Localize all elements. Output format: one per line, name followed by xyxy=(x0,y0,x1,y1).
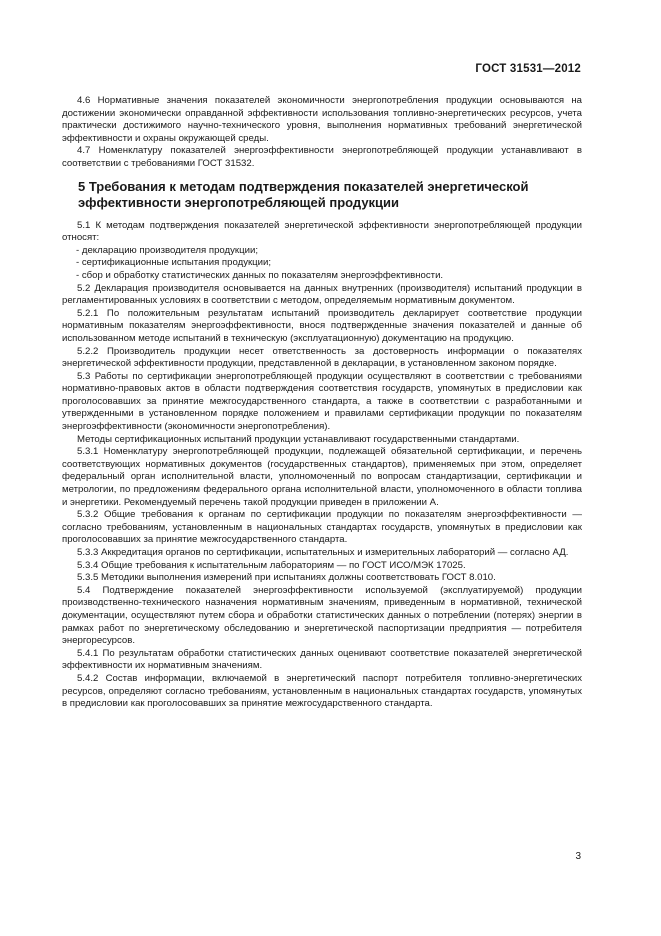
paragraph-5-2: 5.2 Декларация производителя основывается на данных внутренних (производителя) испытаний продукции в регламентированных условиях в соответствии с методом, определяемым нормативным документом. xyxy=(62,282,582,307)
paragraph-5-3: 5.3 Работы по сертификации энергопотребляющей продукции осуществляют в соответствии с требованиями нормативно-правовых актов в области подтверждения соответствия государств, упомянутых в предисловии как проголосовавших за принятие межгосударственного стандарта, а также в соответствии с разработанными и утвержденными в установленном порядке положением и правилами сертификации продукции по показателям энергоэффективности (экономичности энергопотребления). xyxy=(62,370,582,433)
paragraph-5-3-4: 5.3.4 Общие требования к испытательным лабораториям — по ГОСТ ИСО/МЭК 17025. xyxy=(77,559,466,571)
paragraph-5-3-3: 5.3.3 Аккредитация органов по сертификации, испытательных и измерительных лабораторий — согласно АД. xyxy=(77,547,569,558)
page-number: 3 xyxy=(575,851,581,862)
paragraph-5-4-1: 5.4.1 По результатам обработки статистических данных оценивают соответствие показателей энергетической эффективности их нормативным значениям. xyxy=(62,647,582,672)
list-item: - сбор и обработку статистических данных по показателям энергоэффективности. xyxy=(76,269,444,281)
section-heading: 5 Требования к методам подтверждения показателей энергетической эффективности энергопотребляющей продукции xyxy=(78,178,529,210)
list-item: - декларацию производителя продукции; xyxy=(76,244,258,256)
paragraph-4-7: 4.7 Номенклатуру показателей энергоэффективности энергопотребляющей продукции устанавливают в соответствии с требованиями ГОСТ 31532. xyxy=(62,145,582,169)
paragraph-5-2-2: 5.2.2 Производитель продукции несет ответственность за достоверность информации о показателях энергетической эффективности продукции, представленной в декларации, в установленном законом порядке. xyxy=(62,345,582,370)
paragraph-5-4: 5.4 Подтверждение показателей энергоэффективности используемой (эксплуатируемой) продукции производственно-технического назначения нормативным значениям, приведенным в нормативной, технической документации, осуществляют путем сбора и обработки статистических данных о потреблении (потерях) энергии в рамках работ по энергетическому обследованию и энергетической паспортизации предприятия — потребителя энергоресурсов. xyxy=(62,584,582,647)
paragraph-5-3-1: 5.3.1 Номенклатуру энергопотребляющей продукции, подлежащей обязательной сертификации, и перечень соответствующих нормативных документов (государственных стандартов), применяемых при этом, определяет федеральный орган исполнительной власти, уполномоченный по вопросам стандартизации, сертификации и метрологии, по предложениям федерального органа исполнительной власти, уполномоченного в области топлива и энергетики. Рекомендуемый перечень такой продукции приведен в приложении А. xyxy=(62,446,582,508)
page-content xyxy=(62,95,582,711)
paragraph-4-6: 4.6 Нормативные значения показателей экономичности энергопотребления продукции основываются на достижении экономически оправданной эффективности использования топливно-энергетических ресурсов, учета практически достижимого научно-технического уровня, выполнения нормативных требований энергетической эффективности и охраны окружающей среды. xyxy=(62,95,582,144)
paragraph-5-4-2: 5.4.2 Состав информации, включаемой в энергетический паспорт потребителя топливно-энергетических ресурсов, определяют согласно требованиям, установленным в национальных стандартах государств, упомянутых в предисловии как проголосовавших за принятие межгосударственного стандарта. xyxy=(62,672,582,710)
paragraph-methods: Методы сертификационных испытаний продукции устанавливают государственными стандартами. xyxy=(77,433,520,445)
list-item: - сертификационные испытания продукции; xyxy=(76,257,272,269)
paragraph-5-3-5: 5.3.5 Методики выполнения измерений при испытаниях должны соответствовать ГОСТ 8.010. xyxy=(77,572,496,584)
paragraph-5-2-1: 5.2.1 По положительным результатам испытаний производитель декларирует соответствие продукции нормативным показателям энергоэффективности, внося подтвержденные значения показателей и данные об использованном методе испытаний в техническую (эксплуатационную) документацию на продукцию. xyxy=(62,307,582,344)
paragraph-5-3-2: 5.3.2 Общие требования к органам по сертификации продукции по показателям энергоэффективности — согласно требованиям, установленным в национальных стандартах государств, упомянутых в предисловии как проголосовавших за принятие межгосударственного стандарта. xyxy=(62,509,582,546)
document-header: ГОСТ 31531—2012 xyxy=(475,63,581,75)
paragraph-5-1: 5.1 К методам подтверждения показателей энергетической эффективности энергопотребляющей продукции относят: xyxy=(62,219,582,244)
